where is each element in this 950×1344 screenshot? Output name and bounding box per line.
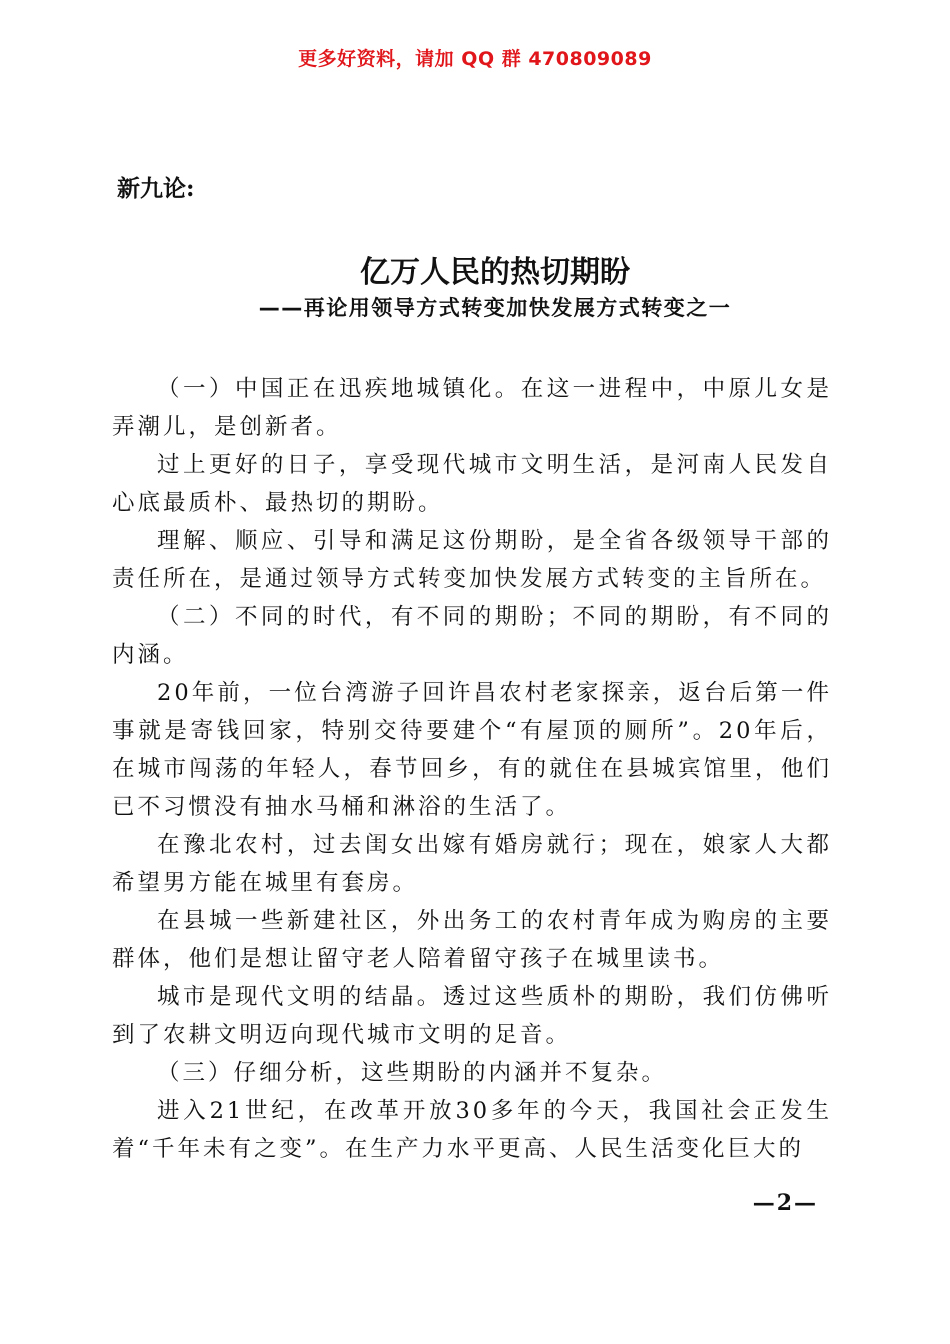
paragraph: 进入21世纪，在改革开放30多年的今天，我国社会正发生着“千年未有之变”。在生产力水平更高、人民生活变化巨大的 — [112, 1098, 832, 1162]
paragraph: （三）仔细分析，这些期盼的内涵并不复杂。 — [157, 1060, 668, 1086]
paragraph: 城市是现代文明的结晶。透过这些质朴的期盼，我们仿佛听到了农耕文明迈向现代城市文明的足音。 — [112, 984, 832, 1048]
paragraph: 20年前，一位台湾游子回许昌农村老家探亲，返台后第一件事就是寄钱回家，特别交待要建个“有屋顶的厕所”。20年后，在城市闯荡的年轻人，春节回乡，有的就住在县城宾馆里，他们已不习惯没有抽水马桶和淋浴的生活了。 — [112, 680, 832, 820]
article-subtitle: ——再论用领导方式转变加快发展方式转变之一 — [258, 296, 732, 320]
article-body — [112, 370, 832, 1168]
paragraph: 在县城一些新建社区，外出务工的农村青年成为购房的主要群体，他们是想让留守老人陪着留守孩子在城里读书。 — [112, 908, 832, 972]
paragraph: （二）不同的时代，有不同的期盼；不同的期盼，有不同的内涵。 — [112, 604, 832, 668]
promo-banner: 更多好资料，请加 QQ 群 470809089 — [298, 48, 652, 70]
paragraph: 在豫北农村，过去闺女出嫁有婚房就行；现在，娘家人大都希望男方能在城里有套房。 — [112, 832, 832, 896]
paragraph: 理解、顺应、引导和满足这份期盼，是全省各级领导干部的责任所在，是通过领导方式转变加快发展方式转变的主旨所在。 — [112, 528, 832, 592]
page-number: —2— — [752, 1190, 818, 1216]
series-label: 新九论: — [117, 175, 195, 202]
paragraph: （一）中国正在迅疾地城镇化。在这一进程中，中原儿女是弄潮儿，是创新者。 — [112, 376, 832, 440]
paragraph: 过上更好的日子，享受现代城市文明生活，是河南人民发自心底最质朴、最热切的期盼。 — [112, 452, 832, 516]
article-title: 亿万人民的热切期盼 — [360, 255, 630, 290]
